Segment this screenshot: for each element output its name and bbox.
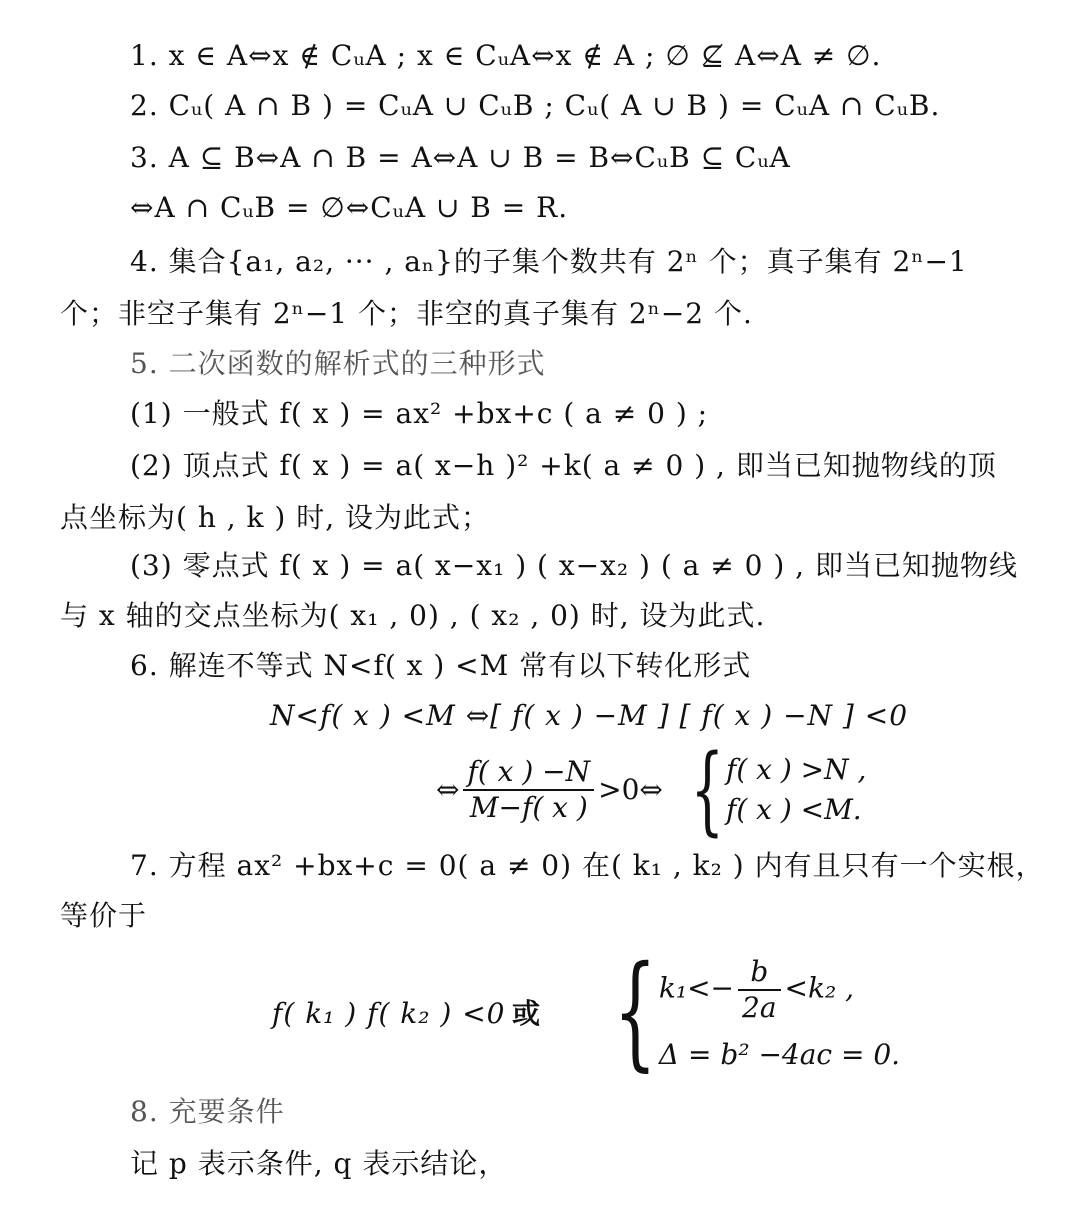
item-7-system-row-2: Δ = b² −4ac = 0. xyxy=(658,1038,901,1071)
item-7-line-2 xyxy=(60,896,147,936)
left-brace-icon: { xyxy=(690,734,724,846)
item-6-after-fraction: >0⇔ xyxy=(598,773,663,806)
item-2-text: 2. Cᵤ( A ∩ B ) = CᵤA ∪ CᵤB ; Cᵤ( A ∪ B ) = CᵤA ∩ CᵤB. xyxy=(130,89,941,122)
item-6-text: 6. 解连不等式 N<f( x ) <M 常有以下转化形式 xyxy=(130,649,752,682)
item-4-text-a: 4. 集合{a₁, a₂, ··· , aₙ}的子集个数共有 2ⁿ 个；真子集有 2ⁿ−1 xyxy=(130,245,968,278)
item-4-line-1 xyxy=(130,242,968,282)
item-7-text-b: 等价于 xyxy=(60,899,148,932)
item-5-form-3-text-a: (3) 零点式 f( x ) = a( x−x₁ ) ( x−x₂ ) ( a ≠ 0 ) , 即当已知抛物线 xyxy=(130,549,1018,582)
item-5-form-3-line-1 xyxy=(130,546,1018,586)
item-8-heading xyxy=(130,1092,285,1132)
item-8-body-text: 记 p 表示条件, q 表示结论， xyxy=(130,1147,508,1180)
item-5-form-3-line-2 xyxy=(60,596,765,636)
item-6-arrow: ⇔ xyxy=(436,773,460,806)
item-6-equivalence-2 xyxy=(436,734,867,846)
item-6-fraction xyxy=(463,755,594,825)
item-1-text: 1. x ∈ A⇔x ∉ CᵤA ; x ∈ CᵤA⇔x ∉ A ; ∅ ⊈ A⇔A ≠ ∅. xyxy=(130,39,882,72)
item-6-heading xyxy=(130,646,751,686)
item-7-condition-text: f( k₁ ) f( k₂ ) <0 xyxy=(272,997,506,1030)
item-5-form-1-text: (1) 一般式 f( x ) = ax² +bx+c ( a ≠ 0 ) ; xyxy=(130,397,709,430)
item-6-system xyxy=(726,750,866,830)
item-5-text: 5. 二次函数的解析式的三种形式 xyxy=(130,347,546,380)
item-3-text-a: 3. A ⊆ B⇔A ∩ B = A⇔A ∪ B = B⇔CᵤB ⊆ CᵤA xyxy=(130,141,791,174)
item-7-text-a: 7. 方程 ax² +bx+c = 0( a ≠ 0) 在( k₁ , k₂ ) 内有且只有一个实根， xyxy=(130,849,1045,882)
item-6-equivalence-1 xyxy=(270,696,908,736)
left-brace-icon: { xyxy=(613,940,657,1084)
item-5-form-1 xyxy=(130,394,708,434)
item-6-eq1-text: N<f( x ) <M ⇔[ f( x ) −M ] [ f( x ) −N ] <0 xyxy=(270,699,909,732)
item-5-form-2-text-a: (2) 顶点式 f( x ) = a( x−h )² +k( a ≠ 0 ) , 即当已知抛物线的顶 xyxy=(130,449,997,482)
item-7-fraction-denominator: 2a xyxy=(742,991,777,1024)
item-6-fraction-numerator: f( x ) −N xyxy=(467,755,591,788)
item-7-system-row-1 xyxy=(659,955,900,1025)
item-5-form-3-text-b: 与 x 轴的交点坐标为( x₁ , 0) , ( x₂ , 0) 时, 设为此式. xyxy=(60,599,766,632)
item-5-heading xyxy=(130,344,546,384)
item-7-system-row-1-pre: k₁<− xyxy=(658,971,735,1005)
item-7-system-row-1-post: <k₂ , xyxy=(784,971,854,1005)
item-6-fraction-denominator: M−f( x ) xyxy=(469,791,588,824)
item-7-or xyxy=(512,994,541,1034)
item-6-system-row-2: f( x ) <M. xyxy=(725,793,862,826)
item-3-line-2 xyxy=(130,188,568,228)
item-7-system-rows xyxy=(659,950,900,1080)
item-1 xyxy=(130,36,881,76)
item-2 xyxy=(130,86,940,126)
item-7-fraction-numerator: b xyxy=(750,955,769,988)
item-3-line-1 xyxy=(130,138,791,178)
item-5-form-2-line-2 xyxy=(60,498,490,538)
item-4-text-b: 个；非空子集有 2ⁿ−1 个；非空的真子集有 2ⁿ−2 个. xyxy=(60,297,753,330)
item-7-system xyxy=(578,940,901,1084)
item-3-text-b: ⇔A ∩ CᵤB = ∅⇔CᵤA ∪ B = R. xyxy=(130,191,569,224)
item-5-form-2-text-b: 点坐标为( h , k ) 时, 设为此式； xyxy=(60,501,491,534)
item-7-condition xyxy=(272,994,505,1034)
item-7-or-text: 或 xyxy=(512,997,542,1030)
item-7-line-1 xyxy=(130,846,1045,886)
item-8-body xyxy=(130,1144,507,1184)
item-6-system-row-1: f( x ) >N , xyxy=(725,753,867,786)
item-4-line-2 xyxy=(60,294,753,334)
item-7-fraction xyxy=(738,955,781,1025)
item-5-form-2-line-1 xyxy=(130,446,997,486)
item-8-text: 8. 充要条件 xyxy=(130,1095,285,1128)
